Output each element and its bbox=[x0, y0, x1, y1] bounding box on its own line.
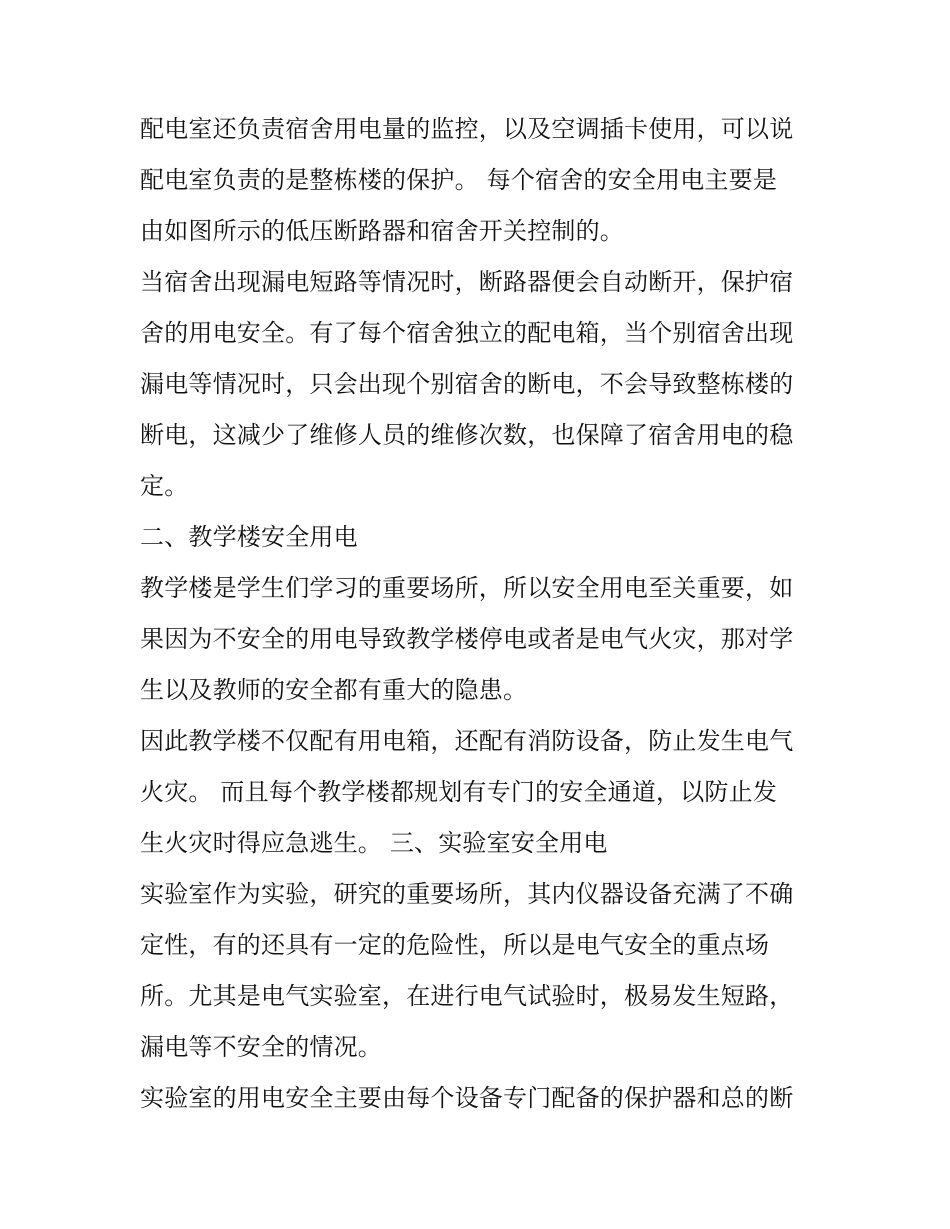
text-line: 果因为不安全的用电导致教学楼停电或者是电气火灾，那对学 bbox=[140, 625, 794, 653]
text-line: 断电，这减少了维修人员的维修次数，也保障了宿舍用电的稳 bbox=[140, 421, 794, 449]
text-line: 生火灾时得应急逃生。 三、实验室安全用电 bbox=[140, 829, 608, 857]
text-line: 配电室还负责宿舍用电量的监控，以及空调插卡使用，可以说 bbox=[140, 115, 794, 143]
text-line: 实验室作为实验，研究的重要场所，其内仪器设备充满了不确 bbox=[140, 880, 794, 908]
text-line: 实验室的用电安全主要由每个设备专门配备的保护器和总的断 bbox=[140, 1084, 794, 1112]
text-line: 漏电等情况时，只会出现个别宿舍的断电，不会导致整栋楼的 bbox=[140, 370, 794, 398]
text-line: 生以及教师的安全都有重大的隐患。 bbox=[140, 676, 528, 704]
text-line: 由如图所示的低压断路器和宿舍开关控制的。 bbox=[140, 217, 624, 245]
text-line: 定。 bbox=[140, 472, 189, 500]
text-line: 因此教学楼不仅配有用电箱，还配有消防设备，防止发生电气 bbox=[140, 727, 794, 755]
document-body bbox=[140, 104, 820, 1124]
text-line: 火灾。 而且每个教学楼都规划有专门的安全通道，以防止发 bbox=[140, 778, 778, 806]
text-line: 配电室负责的是整栋楼的保护。 每个宿舍的安全用电主要是 bbox=[140, 166, 778, 194]
text-line: 所。尤其是电气实验室，在进行电气试验时，极易发生短路， bbox=[140, 982, 794, 1010]
text-line: 定性，有的还具有一定的危险性，所以是电气安全的重点场 bbox=[140, 931, 770, 959]
text-line: 舍的用电安全。有了每个宿舍独立的配电箱，当个别宿舍出现 bbox=[140, 319, 794, 347]
text-line: 教学楼是学生们学习的重要场所，所以安全用电至关重要，如 bbox=[140, 574, 794, 602]
text-line: 漏电等不安全的情况。 bbox=[140, 1033, 382, 1061]
text-line: 当宿舍出现漏电短路等情况时，断路器便会自动断开，保护宿 bbox=[140, 268, 794, 296]
section-heading: 二、教学楼安全用电 bbox=[140, 523, 358, 551]
